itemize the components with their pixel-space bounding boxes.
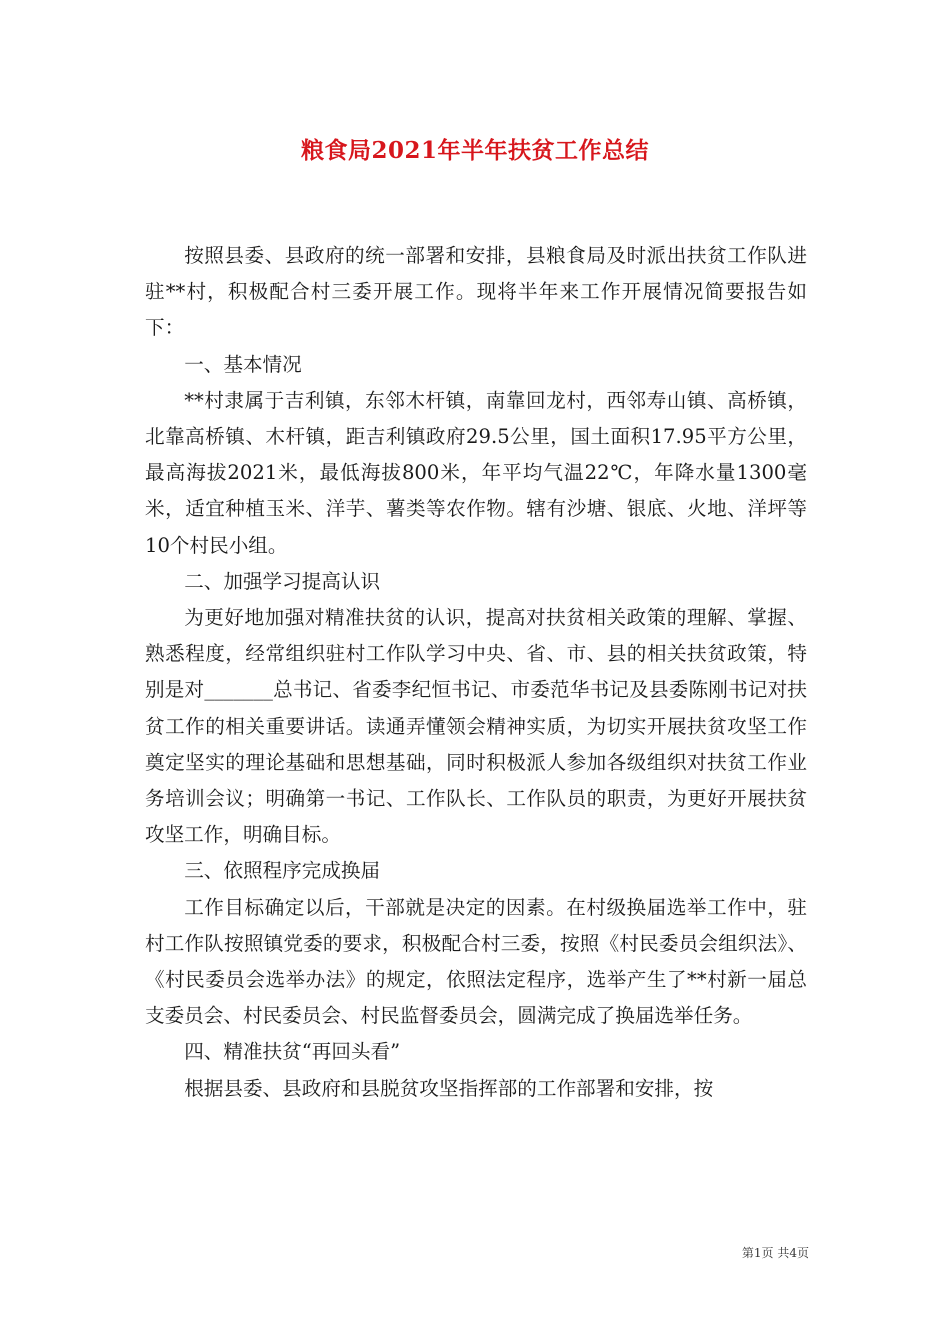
document-title: 粮食局2021年半年扶贫工作总结 [300, 137, 649, 164]
section-heading-basic-info: 一、基本情况 [184, 352, 302, 376]
section-heading-study: 二、加强学习提高认识 [184, 569, 381, 593]
section-heading-review: 四、精准扶贫“再回头看” [184, 1040, 401, 1064]
paragraph-intro: 按照县委、县政府的统一部署和安排，县粮食局及时派出扶贫工作队进驻**村，积极配合村三委开展工作。现将半年来工作开展情况简要报告如下： [145, 244, 807, 340]
page-number: 第1页 共4页 [741, 1246, 809, 1260]
paragraph-review: 根据县委、县政府和县脱贫攻坚指挥部的工作部署和安排，按 [184, 1076, 714, 1100]
paragraph-basic-info: **村隶属于吉利镇，东邻木杆镇，南靠回龙村，西邻寿山镇、高桥镇，北靠高桥镇、木杆镇，距吉利镇政府29.5公里，国土面积17.95平方公里，最高海拔2021米，最低海拔800米，年平均气温22℃，年降水量1300毫米，适宜种植玉米、洋芋、薯类等农作物。辖有沙塘、银底、火地、洋坪等10个村民小组。 [145, 388, 807, 557]
paragraph-study: 为更好地加强对精准扶贫的认识，提高对扶贫相关政策的理解、掌握、熟悉程度，经常组织驻村工作队学习中央、省、市、县的相关扶贫政策，特别是对_______总书记、省委李纪恒书记、市委范华书记及县委陈刚书记对扶贫工作的相关重要讲话。读通弄懂领会精神实质，为切实开展扶贫攻坚工作奠定坚实的理论基础和思想基础，同时积极派人参加各级组织对扶贫工作业务培训会议；明确第一书记、工作队长、工作队员的职责，为更好开展扶贫攻坚工作，明确目标。 [145, 606, 807, 847]
document-body [145, 238, 807, 1107]
paragraph-election: 工作目标确定以后，干部就是决定的因素。在村级换届选举工作中，驻村工作队按照镇党委的要求，积极配合村三委，按照《村民委员会组织法》、《村民委员会选举办法》的规定，依照法定程序，选举产生了**村新一届总支委员会、村民委员会、村民监督委员会，圆满完成了换届选举任务。 [145, 895, 807, 1028]
section-heading-election: 三、依照程序完成换届 [184, 859, 381, 883]
